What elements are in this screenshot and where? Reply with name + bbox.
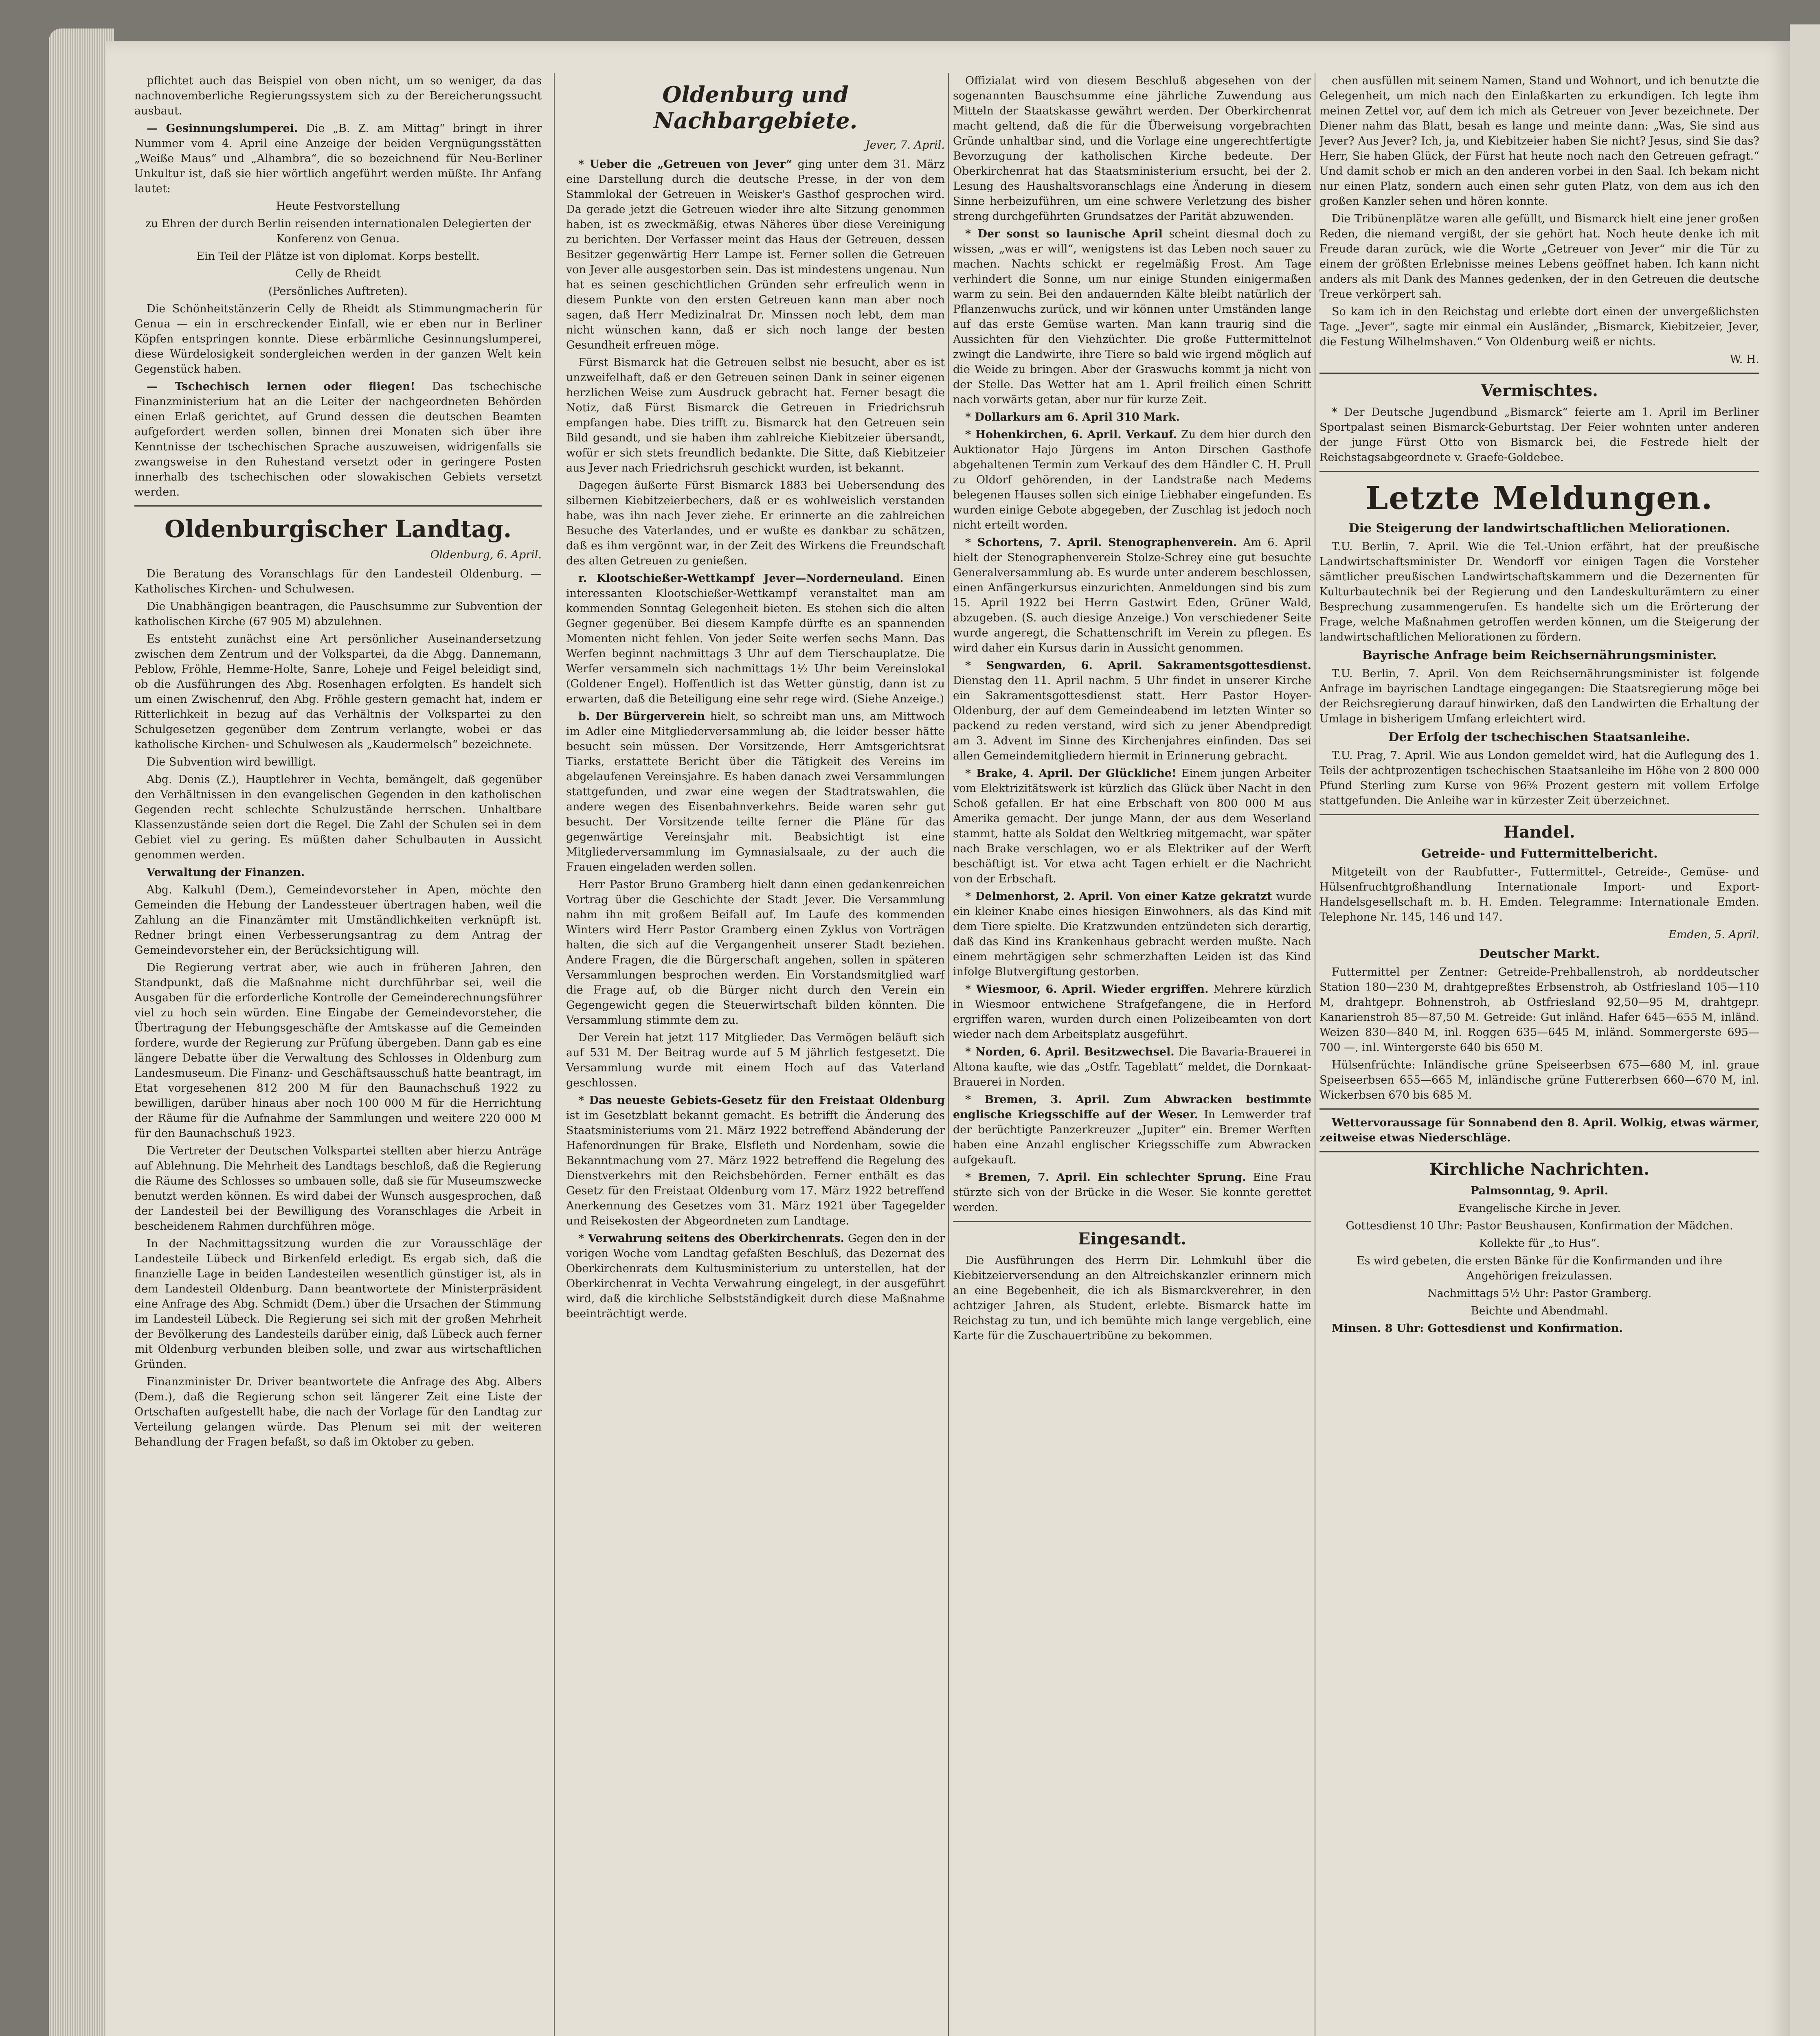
dateline: Emden, 5. April. [1668, 928, 1759, 941]
section-divider [1319, 471, 1759, 472]
article-text: * Ueber die „Getreuen von Jever“ ging unter dem 31. März eine Darstellung durch die deutsche Presse, in der von dem Stammlokal der Getreuen in Weisker's Gasthof gesprochen wird. Da gerade jetzt die Getreuen wieder ihre alte Sitzung genommen haben, ist es zweckmäßig, etwas Näheres über diese Vereinigung zu berichten. Der Verfasser meint das Haus der Getreuen, dessen Besitzer gegenwärtig Herr Lampe ist. Ferner sollen die Getreuen von Jever alle ausgestorben sein. Das ist mindestens ungenau. Nun hat es seinen geschichtlichen Gründen sehr erfreulich wenn in diesem Punkte von den ersten Getreuen kann man aber noch sagen, daß Herr Medizinalrat Dr. Minssen noch lebt, dem man nicht wünschen kann, daß er sich noch lange der besten Gesundheit erfreuen möge. [566, 158, 945, 351]
article-text: * Der sonst so launische April scheint diesmal doch zu wissen, „was er will“, wenigstens ist das Leben noch sauer zu machen. Nachts schickt er regelmäßig Frost. Am Tage verhindert die Sonne, um nur einige Stunden einigermaßen warm zu sein. Bei den andauernden Kälte bleibt natürlich der Pflanzenwuchs zurück, und wir können unter Umständen lange auf das erste Gemüse warten. Man kann traurig sind die Aussichten für den Viehzüchter. Die große Futtermittelnot zwingt die Landwirte, ihre Tiere so bald wie irgend möglich auf die Weide zu bringen. Aber der Graswuchs kommt ja nicht von der Stelle. Das Wetter hat am 1. April freilich einen Schritt nach vorwärts getan, aber nur für kurze Zeit. [953, 228, 1311, 406]
column-1 [134, 73, 542, 2036]
article-text: Dagegen äußerte Fürst Bismarck 1883 bei Uebersendung des silbernen Kiebitzeierbechers, daß er es wohlweislich verstanden habe, was ihn nach Jever ziehe. Er erinnerte an die zahlreichen Besuche des Vaterlandes, und er wußte es dankbar zu schätzen, daß es ihm vergönnt war, in der Zeit des Wirkens die Freundschaft des alten Getreuen zu genießen. [566, 479, 945, 567]
section-divider [134, 505, 542, 507]
church-notice: Minsen. 8 Uhr: Gottesdienst und Konfirmation. [1332, 1322, 1623, 1335]
section-divider [1319, 373, 1759, 374]
article-text: * Schortens, 7. April. Stenographenverein. Am 6. April hielt der Stenographenverein Stolze-Schrey eine gut besuchte Generalversammlung ab. Es wurde unter anderem beschlossen, einen Anfängerkursus einzurichten. Anmeldungen sind bis zum 15. April 1922 bei Herrn Gastwirt Eden, Grüner Wald, abzugeben. (S. auch diesige Anzeige.) Von verschiedener Seite wurde angeregt, die Schattenschrift im Verein zu pflegen. Es wird daher ein Kursus darin in Aussicht genommen. [953, 536, 1311, 654]
subsection-head: Die Steigerung der landwirtschaftlichen Meliorationen. [1348, 521, 1730, 535]
dateline: Jever, 7. April. [865, 139, 945, 151]
signature: W. H. [1730, 353, 1759, 366]
article-text: — Tschechisch lernen oder fliegen! Das tschechische Finanzministerium hat an die Leiter der nachgeordneten Behörden einen Erlaß gerichtet, auf Grund dessen die deutschen Beamten aufgefordert werden sollen, binnen drei Monaten sich über ihre Kenntnisse der tschechischen Sprache auszuweisen, widrigenfalls sie zwangsweise in den Ruhestand versetzt oder in geringere Posten innerhalb des tschechischen oder slowakischen Gebiets versetzt werden. [134, 380, 542, 498]
article-text: * Brake, 4. April. Der Glückliche! Einem jungen Arbeiter vom Elektrizitätswerk ist kürzlich das Glück über Nacht in den Schoß gefallen. Er hat eine Erbschaft von 800 000 M aus Amerika gemacht. Der junge Mann, der aus dem Weserland stammt, hatte als Soldat den Weltkrieg mitgemacht, war später nach Brake verschlagen, wo er als Elektriker auf der Werft beschäftigt ist. Vor etwa acht Tagen erhielt er die Nachricht von der Erbschaft. [953, 767, 1311, 885]
article-text: Die Unabhängigen beantragen, die Pauschsumme zur Subvention der katholischen Kirche (67 905 M) abzulehnen. [134, 600, 542, 628]
article-text: Die Ausführungen des Herrn Dir. Lehmkuhl über die Kiebitzeierversendung an den Altreichskanzler erinnern mich an eine Begebenheit, die ich als Bismarckverehrer, in den achtziger Jahren, als Student, erlebte. Bismarck hatte im Reichstag zu tun, und ich bemühte mich lange vergeblich, eine Karte für die Zuschauertribüne zu bekommen. [953, 1254, 1311, 1342]
column-rule [948, 73, 949, 2036]
article-text: Offizialat wird von diesem Beschluß abgesehen von der sogenannten Bauschsumme eine jährliche Zuwendung aus Mitteln der Staatskasse gewährt werden. Der Oberkirchenrat macht geltend, daß die für die Überweisung vorgebrachten Gründe unhaltbar sind, und die Vorlage eine ungerechtfertigte Bevorzugung der katholischen Kirche bedeute. Der Oberkirchenrat hat das Staatsministerium ersucht, bei der 2. Lesung des Haushaltsvoranschlags eine Änderung in diesem Sinne herbeizuführen, um eine schwere Verletzung des bisher streng durchgeführten Grundsatzes der Parität abzuwenden. [953, 75, 1311, 223]
article-text: Herr Pastor Bruno Gramberg hielt dann einen gedankenreichen Vortrag über die Geschichte der Stadt Jever. Die Versammlung nahm ihn mit großem Beifall auf. Im Laufe des kommenden Winters wird Herr Pastor Gramberg einen Zyklus von Vorträgen halten, die sich auf die Vergangenheit unserer Stadt beziehen. Andere Fragen, die die Bürgerschaft angehen, sollen in späteren Versammlungen besprochen werden. Ein Vorstandsmitglied warf die Frage auf, ob die Bürger nicht durch den Verein ein Gegengewicht gegen die Steuerwirtschaft bilden könnten. Die Versammlung stimmte dem zu. [566, 878, 945, 1027]
column-2 [566, 73, 945, 2036]
article-text: b. Der Bürgerverein hielt, so schreibt man uns, am Mittwoch im Adler eine Mitgliederversammlung ab, die leider besser hätte besucht sein müssen. Der Vorsitzende, Herr Amtsgerichtsrat Tiarks, erstattete Bericht über die Tätigkeit des Vereins im abgelaufenen Vereinsjahre. Es haben danach zwei Versammlungen stattgefunden, und zwar eine wegen der Stadtratswahlen, die andere wegen des Eisenbahnverkehrs. Beide waren sehr gut besucht. Der Vorsitzende teilte ferner die Pläne für das gegenwärtige Vereinsjahr mit. Beabsichtigt ist eine Mitgliederversammlung im Gymnasialsaale, zu der auch die Frauen eingeladen werden sollen. [566, 710, 945, 873]
subsection-head: Bayrische Anfrage beim Reichsernährungsminister. [1362, 648, 1717, 663]
section-title-landtag: Oldenburgischer Landtag. [164, 515, 512, 543]
subsection-head: Getreide- und Futtermittelbericht. [1421, 847, 1658, 861]
article-text: So kam ich in den Reichstag und erlebte dort einen der unvergeßlichsten Tage. „Jever“, sagte mir einmal ein Ausländer, „Bismarck, Kiebitzeier, Jever, die Festung Wilhelmshaven.“ Von Oldenburg weiß er nichts. [1319, 305, 1759, 348]
article-text: * Delmenhorst, 2. April. Von einer Katze gekratzt wurde ein kleiner Knabe eines hiesigen Einwohners, als das Kind mit dem Tiere spielte. Die Kratzwunden entzündeten sich derartig, daß das Kind ins Krankenhaus gebracht werden mußte. Nach einem mehrtägigen sehr schmerzhaften Leiden ist das Kind infolge Blutvergiftung gestorben. [953, 890, 1311, 978]
church-notice: Evangelische Kirche in Jever. [1458, 1202, 1621, 1215]
section-title-letzte-meldungen: Letzte Meldungen. [1366, 480, 1713, 517]
church-notice: Beichte und Abendmahl. [1471, 1305, 1608, 1317]
article-text: chen ausfüllen mit seinem Namen, Stand und Wohnort, und ich benutzte die Gelegenheit, um mich nach den Einlaßkarten zu erkundigen. Ich legte ihm meinen Zettel vor, auf dem ich mich als Getreuer von Jever bezeichnete. Der Diener nahm das Blatt, besah es lange und meinte dann: „Was, Sie sind aus Jever? Aus Jever? Ich, ja, und Kiebitzeier haben Sie nicht? Jesus, sind Sie das? Herr, Sie haben Glück, der Fürst hat heute noch nach den Getreuen gefragt.“ Und damit schob er mich an den anderen vorbei in den Saal. Ich bekam nicht nur einen Platz, sondern auch einen sehr guten Platz, von dem aus ich den großen Kanzler sehen und hören konnte. [1319, 75, 1759, 208]
section-divider [953, 1221, 1311, 1222]
church-notice: Gottesdienst 10 Uhr: Pastor Beushausen, Konfirmation der Mädchen. [1346, 1220, 1733, 1232]
article-text: * Das neueste Gebiets-Gesetz für den Freistaat Oldenburg ist im Gesetzblatt bekannt gemacht. Es betrifft die Änderung des Staatsministeriums vom 21. März 1922 betreffend Abänderung der Hafenordnungen für Brake, Elsfleth und Nordenham, sowie die Bekanntmachung vom 27. März 1922 betreffend die Regelung des Dienstverkehrs mit den Reichsbehörden. Ferner enthält es das Gesetz für den Freistaat Oldenburg vom 17. März 1922 betreffend Anerkennung des Gesetzes vom 31. März 1921 über Tagegelder und Reisekosten der Abgeordneten zum Landtage. [566, 1094, 945, 1227]
article-text: pflichtet auch das Beispiel von oben nicht, um so weniger, da das nachnovemberliche Regierungssystem sich zu der Bereicherungssucht ausbaut. [134, 75, 542, 117]
church-notice: Es wird gebeten, die ersten Bänke für die Konfirmanden und ihre Angehörigen freizulassen. [1356, 1255, 1723, 1282]
column-4 [1319, 73, 1759, 2036]
section-divider [1319, 814, 1759, 815]
article-text: Hülsenfrüchte: Inländische grüne Speiseerbsen 675—680 M, inl. graue Speiseerbsen 655—665 M, inländische grüne Futtererbsen 660—670 M, inl. Wickerbsen 670 bis 685 M. [1319, 1059, 1759, 1101]
subsection-head: Der Erfolg der tschechischen Staatsanleihe. [1388, 730, 1690, 744]
section-divider [1319, 1108, 1759, 1110]
article-text: In der Nachmittagssitzung wurden die zur Vorausschläge der Landesteile Lübeck und Birkenfeld erledigt. Es ergab sich, daß die finanzielle Lage in beiden Landesteilen wesentlich günstiger ist, als in dem Landesteil Oldenburg. Dann beantwortete der Ministerpräsident eine Anfrage des Abg. Schmidt (Dem.) über die Ursachen der Stimmung im Landesteil Lübeck. Die Regierung sei sich mit der großen Mehrheit der Bevölkerung des Landesteils darüber einig, daß Lübeck auch ferner mit Oldenburg verbunden bleiben solle, und zwar aus wirtschaftlichen Gründen. [134, 1237, 542, 1371]
subsection-head: Deutscher Markt. [1479, 947, 1600, 961]
ad-quote: Celly de Rheidt [295, 268, 381, 280]
article-text: * Der Deutsche Jugendbund „Bismarck“ feierte am 1. April im Berliner Sportpalast seinen Bismarck-Geburtstag. Der Feier wohnten unter anderen der junge Fürst Otto von Bismarck bei, die Festrede hielt der Reichstagsabgeordnete v. Graefe-Goldebee. [1319, 406, 1759, 464]
article-text: * Sengwarden, 6. April. Sakramentsgottesdienst. Dienstag den 11. April nachm. 5 Uhr findet in unserer Kirche ein Sakramentsgottesdienst statt. Herr Pastor Hoyer-Oldenburg, der auf dem Gemeindeabend im letzten Winter so packend zu reden verstand, wird sich zu jener Abendpredigt am 3. Advent im Sinne des Kirchenjahres einfinden. Das sei allen Gemeindemitgliedern hiermit in Erinnerung gebracht. [953, 659, 1311, 762]
article-text: Die Tribünenplätze waren alle gefüllt, und Bismarck hielt eine jener großen Reden, die niemand vergißt, der sie gehört hat. Noch heute denke ich mit Freude daran zurück, wie die Worte „Getreuer von Jever“ mir die Tür zu einem der größten Erlebnisse meines Lebens geöffnet haben. Ich kann nicht anders als mit Dank des Mannes gedenken, der in den Getreuen die deutsche Treue verkörpert sah. [1319, 213, 1759, 301]
article-text: Die Beratung des Voranschlags für den Landesteil Oldenburg. — Katholisches Kirchen- und Schulwesen. [134, 568, 542, 595]
article-text: Die Subvention wird bewilligt. [147, 756, 316, 768]
article-text: * Wiesmoor, 6. April. Wieder ergriffen. Mehrere kürzlich in Wiesmoor entwichene Strafgefangene, die in Herford ergriffen waren, wurden durch einen Polizeibeamten von dort wieder nach dem Arbeitsplatz ausgeführt. [953, 983, 1311, 1041]
ad-quote: Ein Teil der Plätze ist von diplomat. Korps bestellt. [196, 250, 480, 263]
article-text: Abg. Kalkuhl (Dem.), Gemeindevorsteher in Apen, möchte den Gemeinden die Hebung der Landessteuer übertragen haben, weil die Zahlung an die Finanzämter mit Umständlichkeiten verknüpft ist. Redner bringt einen Verbesserungsantrag zu dem Antrag der Gemeindevorsteher ein, der Berücksichtigung will. [134, 884, 542, 957]
article-text: Es entsteht zunächst eine Art persönlicher Auseinandersetzung zwischen dem Zentrum und der Volkspartei, da die Abgg. Dannemann, Peblow, Fröhle, Hemme-Holte, Sanre, Loheje und Feigel beleidigt sind, ob die Ausführungen des Abg. Rosenhagen erfolgten. Es handelt sich um einen Zwischenruf, den Abg. Fröhle gestern gemacht hat, indem er Ritterlichkeit in bezug auf das Verhältnis der Volkspartei zu den Schulgesetzen gegenüber dem Zentrum verlangte, wobei er das katholische Kirchen- und Schulwesen als „Kaudermelsch“ bezeichnete. [134, 633, 542, 751]
column-3 [953, 73, 1311, 2036]
article-text: Mitgeteilt von der Raubfutter-, Futtermittel-, Getreide-, Gemüse- und Hülsenfruchtgroßhandlung Internationale Import- und Export-Handelsgesellschaft m. b. H. Emden. Telegramme: Internationale Emden. Telephone Nr. 145, 146 und 147. [1319, 866, 1759, 924]
article-text: T.U. Berlin, 7. April. Von dem Reichsernährungsminister ist folgende Anfrage im bayrischen Landtage eingegangen: Die Staatsregierung möge bei der Reichsregierung darauf hinwirken, daß den Landwirten die Erhaltung der Umlage in bisherigem Umfang erleichtert wird. [1319, 667, 1759, 725]
section-title-kirchliche-nachrichten: Kirchliche Nachrichten. [1429, 1160, 1650, 1179]
article-text: Die Regierung vertrat aber, wie auch in früheren Jahren, den Standpunkt, daß die Maßnahme nicht durchführbar sei, weil die Ausgaben für die erforderliche Kontrolle der Gemeinderechnungsführer viel zu hoch sein würden. Eine Eingabe der Gemeindevorsteher, die Übertragung der Hebungsgeschäfte der Amtskasse auf die Gemeinden fordere, wurde der Regierung zur Prüfung übergeben. Dann gab es eine längere Debatte über die Verwaltung des Schlosses in Oldenburg zum Landesmuseum. Die Finanz- und Geschäftsausschuß hatte beantragt, im Etat vorgesehenen 812 200 M für den Baunachschuß 1922 zu bewilligen, darüber hinaus aber noch 100 000 M für die Herrichtung der Räume für die Aufnahme der Sammlungen und weitere 220 000 M für den Baunachschuß 1923. [134, 961, 542, 1140]
article-text: Abg. Denis (Z.), Hauptlehrer in Vechta, bemängelt, daß gegenüber den Verhältnissen in den evangelischen Gegenden in den katholischen Gegenden recht schlechte Schulzustände herrschen. Unhaltbare Klassenzustände seien dort die Regel. Die Zahl der Schulen sei in dem Gebiet viel zu gering. Es müßten daher Schulbauten in Aussicht genommen werden. [134, 773, 542, 861]
article-text: T.U. Berlin, 7. April. Wie die Tel.-Union erfährt, hat der preußische Landwirtschaftsminister Dr. Wendorff vor einigen Tagen die Vorsteher sämtlicher preußischen Landwirtschaftskammern und die Dezernenten für Kulturbautechnik bei der Regierung und den Landeskulturämtern zu einer Besprechung zusammengerufen. Es handelte sich um die Erörterung der Frage, welche Maßnahmen getroffen werden können, um die Steigerung der landwirtschaftlichen Meliorationen zu fördern. [1319, 540, 1759, 643]
section-title-oldenburg: Oldenburg und Nachbargebiete. [653, 81, 858, 134]
article-text: Finanzminister Dr. Driver beantwortete die Anfrage des Abg. Albers (Dem.), daß die Regierung schon seit längerer Zeit eine Liste der Ortschaften aufgestellt habe, die nach der Vorlage für den Landtag zur Verteilung gelangen würde. Das Plenum sei mit der weiteren Behandlung der Fragen befaßt, so daß im Oktober zu geben. [134, 1376, 542, 1448]
ad-quote: Heute Festvorstellung [276, 200, 400, 213]
section-divider [1319, 1151, 1759, 1152]
article-text: * Verwahrung seitens des Oberkirchenrats. Gegen den in der vorigen Woche vom Landtag gefaßten Beschluß, das Dezernat des Oberkirchenrats dem Kultusministerium zu unterstellen, hat der Oberkirchenrat in Vechta Verwahrung eingelegt, in der ausgeführt wird, daß die kirchliche Selbstständigkeit durch diese Maßnahme beeinträchtigt werde. [566, 1232, 945, 1320]
church-notice: Nachmittags 5½ Uhr: Pastor Gramberg. [1427, 1287, 1652, 1300]
next-page-strip [1790, 24, 1820, 2036]
article-text: — Gesinnungslumperei. Die „B. Z. am Mittag“ bringt in ihrer Nummer vom 4. April eine Anzeige der beiden Vergnügungsstätten „Weiße Maus“ und „Alhambra“, die so bezeichnend für Neu-Berliner Unkultur ist, daß sie hier wörtlich angeführt werden müßte. Ihr Anfang lautet: [134, 122, 542, 195]
section-title-handel: Handel. [1504, 823, 1575, 842]
section-title-eingesandt: Eingesandt. [1078, 1229, 1187, 1248]
article-text: * Hohenkirchen, 6. April. Verkauf. Zu dem hier durch den Auktionator Hajo Jürgens im Anton Dirschen Gasthofe abgehaltenen Termin zum Verkauf des dem Händler C. H. Prull zu Oldorf gehörenden, in der Landstraße nach Medems belegenen Hauses sollen sich einige Liebhaber eingefunden. Es wurden einige Gebote abgegeben, der Zuschlag ist jedoch noch nicht erteilt worden. [953, 428, 1311, 531]
article-text: * Norden, 6. April. Besitzwechsel. Die Bavaria-Brauerei in Altona kaufte, wie das „Ostfr. Tageblatt“ meldet, die Dornkaat-Brauerei in Norden. [953, 1046, 1311, 1088]
article-text: Der Verein hat jetzt 117 Mitglieder. Das Vermögen beläuft sich auf 531 M. Der Beitrag wurde auf 5 M jährlich festgesetzt. Die Versammlung wurde mit einem Hoch auf das Vaterland geschlossen. [566, 1031, 945, 1089]
book-page-edges [49, 29, 114, 2036]
exchange-rate: * Dollarkurs am 6. April 310 Mark. [965, 411, 1180, 423]
article-text: Die Schönheitstänzerin Celly de Rheidt als Stimmungmacherin für Genua — ein in erschreckender Einfall, wie er eben nur in Berliner Köpfen entspringen konnte. Diese erbärmliche Gesinnungslumperei, diese Würdelosigkeit sondergleichen werden in der ganzen Welt kein Gegenstück haben. [134, 303, 542, 375]
ad-quote: zu Ehren der durch Berlin reisenden internationalen Delegierten der Konferenz von Genua. [145, 217, 531, 245]
article-text: Die Vertreter der Deutschen Volkspartei stellten aber hierzu Anträge auf Ablehnung. Die Mehrheit des Landtags beschloß, daß die Regierung die Räume des Schlosses so umbauen solle, daß sie für Museumszwecke benutzt werden können. Es wird dabei der Wunsch ausgesprochen, daß der Landesteil bei der Bewilligung des Voranschlages die Arbeit in bescheidenem Rahmen durchführen möge. [134, 1145, 542, 1233]
church-notice: Kollekte für „to Hus“. [1479, 1237, 1600, 1250]
article-text: r. Klootschießer-Wettkampf Jever—Norderneuland. Einen interessanten Klootschießer-Wettkampf veranstaltet man am kommenden Sonntag Gelegenheit bieten. Es stehen sich die alten Gegner gegenüber. Bei diesem Kampfe dürfte es an spannenden Momenten nicht fehlen. Von jeder Seite werfen sechs Mann. Das Werfen beginnt nachmittags 3 Uhr auf dem Tierschauplatze. Die Werfer versammeln sich nachmittags 1½ Uhr beim Vereinslokal (Goldener Engel). Hoffentlich ist das Wetter günstig, dann ist zu erwarten, daß die Beteiligung eine sehr rege wird. (Siehe Anzeige.) [566, 572, 945, 705]
subsection-head: Verwaltung der Finanzen. [147, 866, 305, 879]
column-rule [554, 73, 555, 2036]
article-text: T.U. Prag, 7. April. Wie aus London gemeldet wird, hat die Auflegung des 1. Teils der achtprozentigen tschechischen Staatsanleihe im Höhe von 2 800 000 Pfund Sterling zum Kurse von 96⅝ Prozent gestern mit vollem Erfolge stattgefunden. Die Anleihe war in kürzester Zeit überzeichnet. [1319, 749, 1759, 807]
dateline: Palmsonntag, 9. April. [1471, 1185, 1608, 1197]
article-text: Futtermittel per Zentner: Getreide-Prehballenstroh, ab norddeutscher Station 180—230 M, drahtgepreßtes Erbsenstroh, ab Ostfriesland 105—110 M, drahtgepr. Bohnenstroh, ab Ostfriesland 92,50—95 M, drahtgepr. Kanarienstroh 85—87,50 M. Getreide: Gut inländ. Hafer 645—655 M, inländ. Weizen 830—840 M, inl. Roggen 635—645 M, inländ. Sommergerste 695—700 —, inl. Wintergerste 640 bis 650 M. [1319, 966, 1759, 1054]
article-text: * Bremen, 7. April. Ein schlechter Sprung. Eine Frau stürzte sich von der Brücke in die Weser. Sie konnte gerettet werden. [953, 1171, 1311, 1214]
dateline: Oldenburg, 6. April. [430, 548, 542, 561]
article-text: Fürst Bismarck hat die Getreuen selbst nie besucht, aber es ist unzweifelhaft, daß er den Getreuen seinen Dank in seiner eigenen herzlichen Weise zum Ausdruck gebracht hat. Ferner besagt die Notiz, daß Fürst Bismarck die Getreuen in Friedrichsruh empfangen habe. Dies trifft zu. Bismarck hat den Getreuen sein Bild gesandt, und sie haben ihm zahlreiche Kiebitzeier übersandt, wofür er sich stets freundlich bedankte. Die Sitte, daß Kiebitzeier aus Jever nach Friedrichsruh geschickt wurden, ist bekannt. [566, 356, 945, 474]
section-title-vermischtes: Vermischtes. [1481, 381, 1598, 400]
ad-quote: (Persönliches Auftreten). [268, 285, 408, 298]
weather-forecast: Wettervoraussage für Sonnabend den 8. April. Wolkig, etwas wärmer, zeitweise etwas Niederschläge. [1319, 1117, 1759, 1144]
article-text: * Bremen, 3. April. Zum Abwracken bestimmte englische Kriegsschiffe auf der Weser. In Lemwerder traf der berüchtigte Panzerkreuzer „Jupiter“ ein. Bremer Werften haben eine Anzahl englischer Kriegsschiffe zum Abwracken aufgekauft. [953, 1093, 1311, 1166]
